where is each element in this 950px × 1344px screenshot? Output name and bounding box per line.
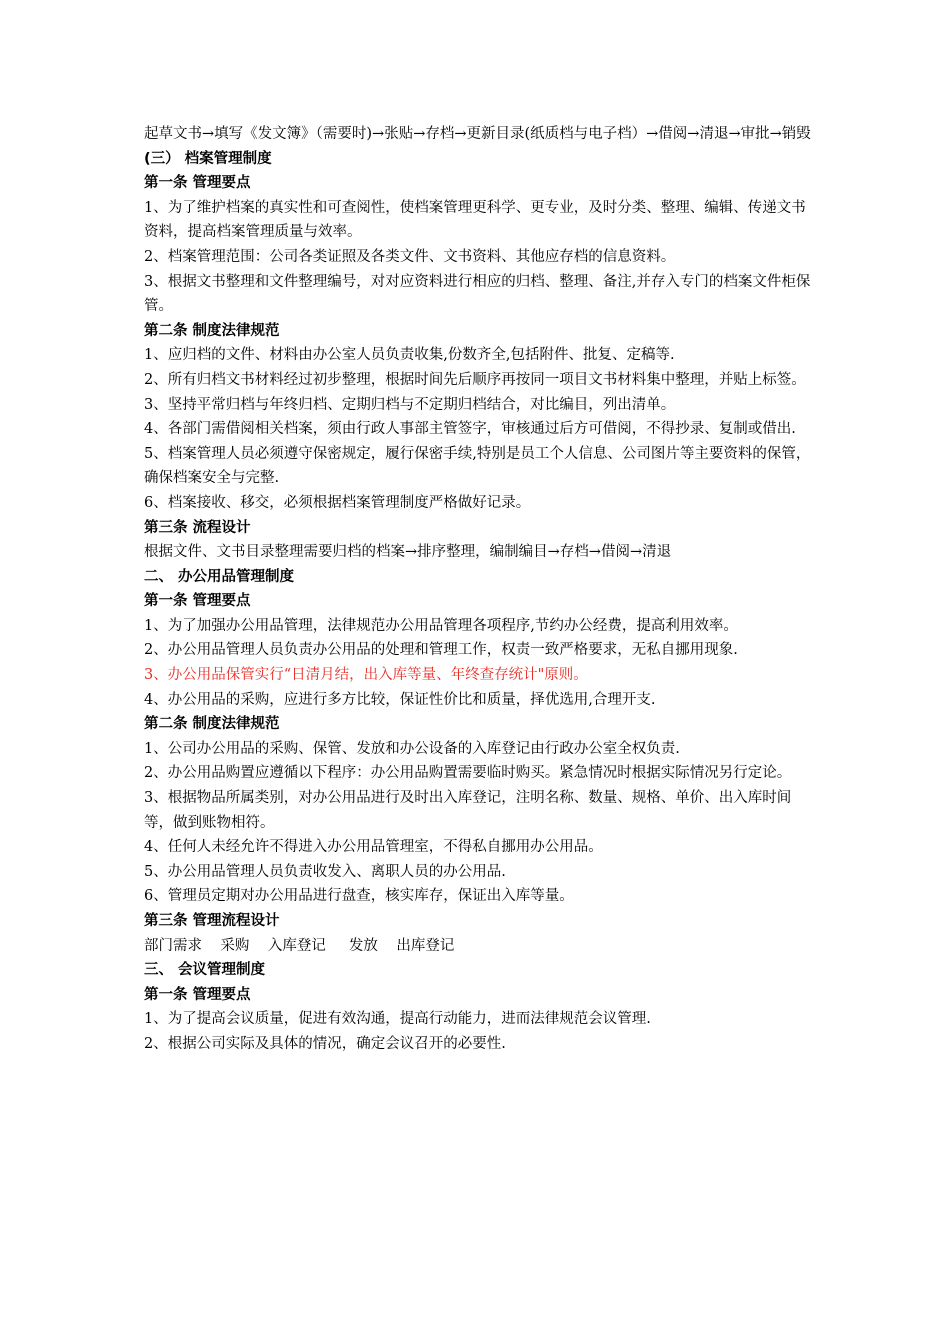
paragraph: 2、档案管理范围：公司各类证照及各类文件、文书资料、其他应存档的信息资料。 [144,248,676,265]
section-heading-archive: (三） 档案管理制度 [144,150,272,167]
paragraph: 5、档案管理人员必须遵守保密规定，履行保密手续,特别是员工个人信息、公司图片等主要资料的保管，确保档案安全与完整. [144,445,811,487]
paragraph: 1、为了加强办公用品管理，法律规范办公用品管理各项程序,节约办公经费，提高利用效率。 [144,617,738,634]
document-page [144,122,814,1057]
article-heading: 第三条 管理流程设计 [144,913,280,929]
paragraph: 2、所有归档文书材料经过初步整理，根据时间先后顺序再按同一项目文书材料集中整理，并贴上标签。 [144,371,806,388]
paragraph: 6、管理员定期对办公用品进行盘查，核实库存，保证出入库等量。 [144,888,574,905]
article-heading: 第三条 流程设计 [144,519,251,536]
paragraph: 1、为了提高会议质量，促进有效沟通，提高行动能力，进而法律规范会议管理. [144,1011,651,1028]
paragraph: 6、档案接收、移交，必须根据档案管理制度严格做好记录。 [144,494,531,511]
paragraph: 3、坚持平常归档与年终归档、定期归档与不定期归档结合，对比编目，列出清单。 [144,396,676,413]
process-steps: 部门需求 采购 入库登记 发放 出库登记 [144,937,455,954]
article-heading: 第二条 制度法律规范 [144,716,280,733]
article-heading: 第一条 管理要点 [144,986,251,1003]
paragraph: 1、应归档的文件、材料由办公室人员负责收集,份数齐全,包括附件、批复、定稿等. [144,347,675,364]
article-heading: 第二条 制度法律规范 [144,322,280,339]
highlighted-paragraph: 3、办公用品保管实行“日清月结，出入库等量、年终查存统计"原则。 [144,667,588,684]
article-heading: 第一条 管理要点 [144,175,251,192]
paragraph: 1、公司办公用品的采购、保管、发放和办公设备的入库登记由行政办公室全权负责. [144,740,680,757]
paragraph: 2、根据公司实际及具体的情况，确定会议召开的必要性. [144,1035,506,1052]
paragraph: 根据文件、文书目录整理需要归档的档案→排序整理，编制编目→存档→借阅→清退 [144,544,672,561]
article-heading: 第一条 管理要点 [144,593,251,610]
paragraph: 4、任何人未经允许不得进入办公用品管理室，不得私自挪用办公用品。 [144,839,603,856]
paragraph: 1、为了维护档案的真实性和可查阅性，使档案管理更科学、更专业，及时分类、整理、编辑、传递文书资料，提高档案管理质量与效率。 [144,199,806,241]
section-heading-office-supplies: 二、 办公用品管理制度 [144,568,295,585]
paragraph: 2、办公用品管理人员负责办公用品的处理和管理工作，权责一致严格要求，无私自挪用现象. [144,642,738,659]
paragraph: 3、根据文书整理和文件整理编号，对对应资料进行相应的归档、整理、备注,并存入专门的档案文件柜保管。 [144,273,811,315]
paragraph: 4、办公用品的采购，应进行多方比较，保证性价比和质量，择优选用,合理开支. [144,691,656,708]
process-flow-text: 起草文书→填写《发文簿》（需要时)→张贴→存档→更新目录(纸质档与电子档）→借阅→清退→审批→销毁 [144,126,811,142]
paragraph: 3、根据物品所属类别，对办公用品进行及时出入库登记，注明名称、数量、规格、单价、出入库时间等，做到账物相符。 [144,790,792,831]
paragraph: 5、办公用品管理人员负责收发入、离职人员的办公用品. [144,863,506,880]
paragraph: 2、办公用品购置应遵循以下程序：办公用品购置需要临时购买。紧急情况时根据实际情况另行定论。 [144,765,792,782]
section-heading-meetings: 三、 会议管理制度 [144,962,266,979]
paragraph: 4、各部门需借阅相关档案，须由行政人事部主管签字，审核通过后方可借阅，不得抄录、复制或借出. [144,421,796,438]
